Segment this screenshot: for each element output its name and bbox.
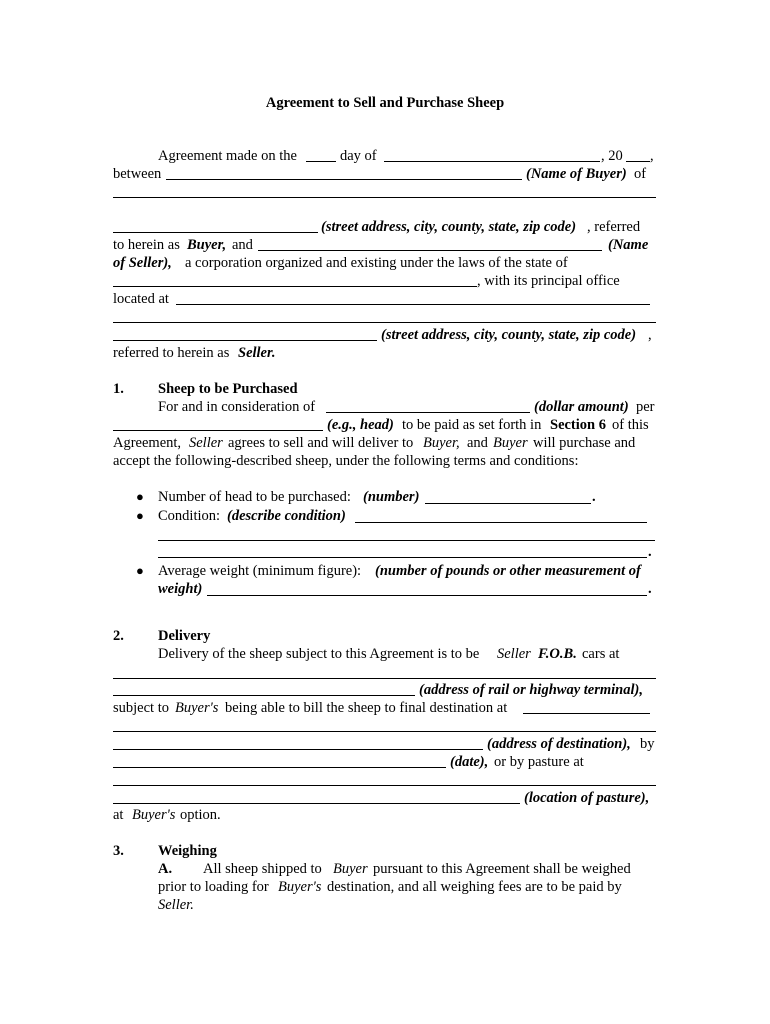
b3-weight-blank[interactable] <box>207 595 647 596</box>
intro-year-prefix: , 20 <box>601 148 623 164</box>
b1-hint: (number) <box>363 489 420 505</box>
s2-location-pasture-hint: (location of pasture), <box>524 790 650 806</box>
s2-destination-blank-3[interactable] <box>113 749 483 750</box>
b2-condition-blank-3[interactable] <box>158 557 647 558</box>
s1-seller: Seller <box>189 435 223 451</box>
year-blank[interactable] <box>626 161 650 162</box>
b2-condition-blank-1[interactable] <box>355 522 647 523</box>
intro-buyer-term: Buyer, <box>187 237 227 253</box>
buyer-street-address-hint: (street address, city, county, state, zip code) <box>321 219 577 235</box>
s1-agrees: agrees to sell and will deliver to <box>228 435 414 451</box>
s1-of-this: of this <box>612 417 649 433</box>
name-of-buyer-hint: (Name of Buyer) <box>526 166 627 182</box>
bullet-icon: ● <box>136 489 144 504</box>
month-blank[interactable] <box>384 161 600 162</box>
section-3-heading: Weighing <box>158 843 217 859</box>
s1-buyer-2: Buyer <box>493 435 528 451</box>
s1-amount-blank[interactable] <box>326 412 530 413</box>
s2-at: at <box>113 807 124 823</box>
s2-destination-blank-1[interactable] <box>523 713 650 714</box>
s1-buyer-1: Buyer, <box>423 435 460 451</box>
intro-made-on: Agreement made on the <box>158 148 297 164</box>
b2-label: Condition: <box>158 508 221 524</box>
b2-hint: (describe condition) <box>227 508 346 524</box>
s3-a-text-3: prior to loading for <box>158 879 269 895</box>
b3-end: . <box>648 581 652 597</box>
s2-able-to-bill: being able to bill the sheep to final destination at <box>225 700 508 716</box>
s2-subject-to: subject to <box>113 700 169 716</box>
section-3-number: 3. <box>113 843 124 859</box>
seller-street-address-hint: (street address, city, county, state, zip code) <box>381 327 637 343</box>
name-of-seller-hint-1: (Name <box>608 237 649 253</box>
s3-buyer: Buyer <box>333 861 368 877</box>
s2-pasture-blank-2[interactable] <box>113 803 520 804</box>
s1-paid-as: to be paid as set forth in <box>402 417 542 433</box>
b2-end: . <box>648 544 652 560</box>
s3-seller: Seller. <box>158 897 194 913</box>
s2-terminal-blank-1[interactable] <box>113 678 656 679</box>
name-of-seller-hint-2: of Seller), <box>113 255 172 271</box>
s1-dollar-amount-hint: (dollar amount) <box>534 399 629 415</box>
intro-principal-office: , with its principal office <box>477 273 620 289</box>
intro-between: between <box>113 166 162 182</box>
intro-referred: , referred <box>587 219 641 235</box>
bullet-icon: ● <box>136 563 144 578</box>
intro-of: of <box>634 166 647 182</box>
s1-consideration: For and in consideration of <box>158 399 316 415</box>
s1-section-6-ref: Section 6 <box>550 417 606 433</box>
s2-buyers-2: Buyer's <box>132 807 176 823</box>
s2-delivery-text: Delivery of the sheep subject to this Agreement is to be <box>158 646 480 662</box>
b2-condition-blank-2[interactable] <box>158 540 655 541</box>
intro-corporation: a corporation organized and existing under the laws of the state of <box>185 255 568 271</box>
s2-pasture-blank-1[interactable] <box>113 785 656 786</box>
b1-end: . <box>592 489 596 505</box>
s1-and: and <box>467 435 488 451</box>
s2-cars-at: cars at <box>582 646 620 662</box>
bullet-icon: ● <box>136 508 144 523</box>
b3-hint-2: weight) <box>158 581 203 597</box>
intro-seller-term: Seller. <box>238 345 276 361</box>
s1-per: per <box>636 399 655 415</box>
b3-hint-1: (number of pounds or other measurement of <box>375 563 641 579</box>
b1-label: Number of head to be purchased: <box>158 489 351 505</box>
day-blank[interactable] <box>306 161 336 162</box>
buyer-name-blank[interactable] <box>166 179 522 180</box>
s3-a-text-2: pursuant to this Agreement shall be weighed <box>373 861 631 877</box>
intro-located-at: located at <box>113 291 169 307</box>
s2-fob: F.O.B. <box>538 646 577 662</box>
seller-address-blank-1[interactable] <box>176 304 650 305</box>
intro-year-suffix: , <box>650 148 654 164</box>
intro-day-of: day of <box>340 148 377 164</box>
s2-or-by-pasture: or by pasture at <box>494 754 584 770</box>
section-2-number: 2. <box>113 628 124 644</box>
s2-seller: Seller <box>497 646 531 662</box>
b3-label: Average weight (minimum figure): <box>158 563 362 579</box>
s2-option: option. <box>180 807 221 823</box>
s2-address-terminal-hint: (address of rail or highway terminal), <box>419 682 643 698</box>
intro-and: and <box>232 237 253 253</box>
s1-eg-head-hint: (e.g., head) <box>327 417 394 433</box>
buyer-address-blank-2[interactable] <box>113 232 318 233</box>
s2-by: by <box>640 736 655 752</box>
s3-a-text-4: destination, and all weighing fees are to be paid by <box>327 879 622 895</box>
s3-a-label: A. <box>158 861 173 877</box>
s1-accept: accept the following-described sheep, under the following terms and conditions: <box>113 453 579 469</box>
buyer-address-blank-1[interactable] <box>113 197 656 198</box>
s2-destination-blank-2[interactable] <box>113 731 656 732</box>
s2-date-hint: (date), <box>450 754 489 770</box>
seller-address-blank-3[interactable] <box>113 340 377 341</box>
s3-a-text-1: All sheep shipped to <box>203 861 322 877</box>
section-1-number: 1. <box>113 381 124 397</box>
s2-date-blank[interactable] <box>113 767 446 768</box>
b1-number-blank[interactable] <box>425 503 591 504</box>
document-title: Agreement to Sell and Purchase Sheep <box>265 95 505 111</box>
intro-referred-herein: referred to herein as <box>113 345 230 361</box>
intro-comma: , <box>648 327 652 343</box>
s1-agreement: Agreement, <box>113 435 182 451</box>
section-2-heading: Delivery <box>158 628 211 644</box>
seller-name-blank[interactable] <box>258 250 602 251</box>
s1-will-purchase: will purchase and <box>533 435 636 451</box>
seller-state-blank[interactable] <box>113 286 477 287</box>
section-1-heading: Sheep to be Purchased <box>158 381 298 397</box>
s2-address-destination-hint: (address of destination), <box>487 736 631 752</box>
s3-buyers: Buyer's <box>278 879 322 895</box>
s2-terminal-blank-2[interactable] <box>113 695 415 696</box>
intro-to-herein-as: to herein as <box>113 237 180 253</box>
s1-unit-blank[interactable] <box>113 430 323 431</box>
seller-address-blank-2[interactable] <box>113 322 656 323</box>
s2-buyers: Buyer's <box>175 700 219 716</box>
